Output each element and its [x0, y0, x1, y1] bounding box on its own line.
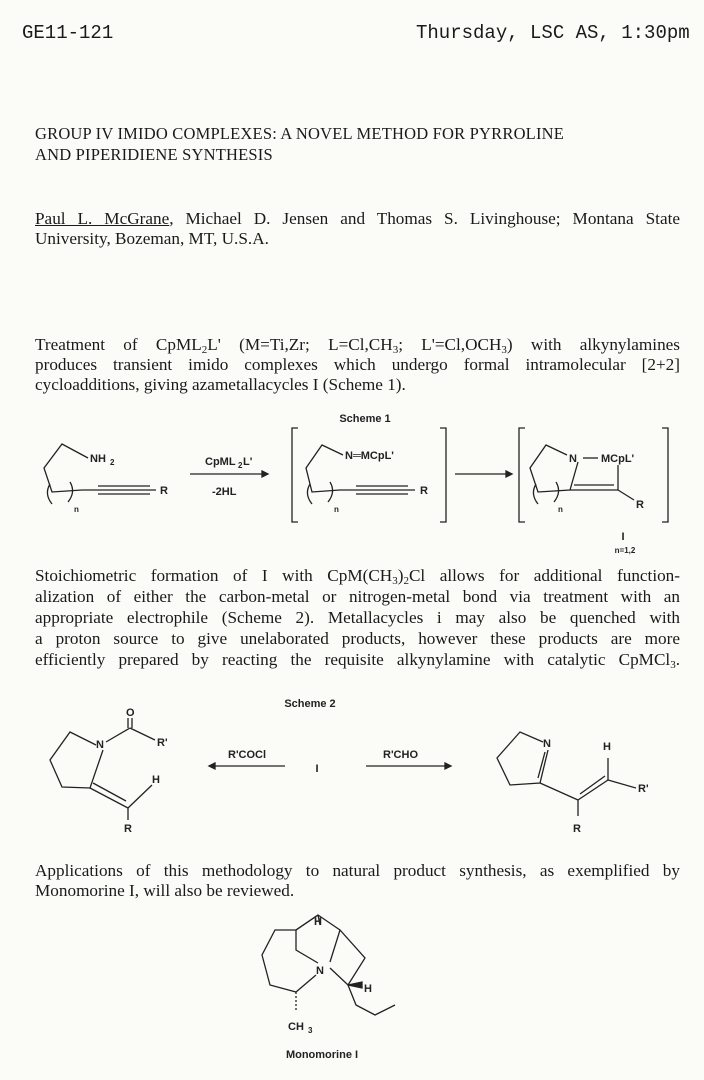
scheme-2: [50, 698, 649, 835]
para3-line-2: Monomorine I, will also be reviewed.: [35, 881, 295, 900]
svg-text:3: 3: [308, 1026, 313, 1035]
svg-text:n: n: [334, 505, 339, 514]
svg-text:n: n: [558, 505, 563, 514]
svg-text:N: N: [543, 738, 551, 750]
session-info: Thursday, LSC AS, 1:30pm: [416, 22, 690, 44]
svg-text:N: N: [569, 453, 577, 465]
para2-line-2: alization of either the carbon-metal or nitrogen-metal bond via treatment with an: [35, 587, 680, 606]
aldehyde-arrow: [366, 749, 451, 769]
svg-text:-2HL: -2HL: [212, 486, 237, 498]
svg-text:R'COCl: R'COCl: [228, 749, 267, 761]
para1-line-2: produces transient imido complexes which undergo formal intramolecular [2+2]: [35, 355, 680, 374]
metallacycle-label: I: [315, 763, 319, 775]
para1-line-1: Treatment of CpML$_2$L' (M=Ti,Zr; $L=Cl,CH_3$; $L'=Cl,OCH_3$) with alkynylamines: [35, 335, 680, 356]
svg-text:CpML: CpML: [205, 456, 236, 468]
para2-line-5: efficiently prepared by reacting the requisite alkynylamine with catalytic CpMCl$_3$.: [35, 650, 680, 671]
scheme-2-label: Scheme 2: [284, 698, 336, 710]
para2-line-1: Stoichiometric formation of I with $CpM(CH_3)_2Cl$ allows for additional function-: [35, 566, 681, 587]
abstract-code: GE11-121: [22, 22, 114, 44]
reaction-arrow-1: [190, 456, 268, 498]
svg-text:n: n: [74, 505, 79, 514]
svg-text:H: H: [364, 983, 372, 995]
svg-text:N═MCpL': N═MCpL': [345, 450, 394, 462]
presenting-author: Paul L. McGrane: [35, 209, 170, 228]
svg-text:R: R: [636, 499, 644, 511]
azametallacycle-product: [519, 428, 668, 555]
svg-text:H: H: [314, 916, 322, 928]
n-acyl-enamine-structure: [50, 707, 168, 835]
svg-text:2: 2: [110, 458, 115, 467]
para3-line-1: Applications of this methodology to natural product synthesis, as exemplified by: [35, 861, 680, 880]
monomorine-structure: [262, 915, 395, 1061]
imido-intermediate: [292, 428, 446, 522]
scheme-1-label: Scheme 1: [339, 413, 391, 425]
svg-text:R': R': [157, 737, 168, 749]
svg-text:2: 2: [238, 461, 243, 470]
svg-text:N: N: [96, 739, 104, 751]
reaction-arrow-2: [455, 471, 512, 477]
title-line-2: AND PIPERIDIENE SYNTHESIS: [35, 145, 273, 164]
svg-text:H: H: [152, 774, 160, 786]
svg-text:R: R: [420, 485, 428, 497]
alkynylamine-structure: [44, 444, 168, 514]
pyrroline-structure: [497, 732, 649, 835]
svg-text:R': R': [638, 783, 649, 795]
title-line-1: GROUP IV IMIDO COMPLEXES: A NOVEL METHOD FOR PYRROLINE: [35, 124, 565, 143]
product-label: I: [621, 531, 625, 543]
authors-line-2: University, Bozeman, MT, U.S.A.: [35, 229, 269, 248]
monomorine-label: Monomorine I: [285, 1049, 359, 1061]
scheme-1: [44, 413, 668, 555]
svg-text:R'CHO: R'CHO: [383, 749, 419, 761]
svg-text:H: H: [603, 741, 611, 753]
svg-text:R: R: [124, 823, 132, 835]
para2-line-3: appropriate electrophile (Scheme 2). Metallacycles i may also be quenched with: [35, 608, 680, 627]
svg-text:R: R: [160, 485, 168, 497]
svg-text:NH: NH: [90, 453, 106, 465]
co-authors: , Michael D. Jensen and Thomas S. Livinghouse; Montana State: [169, 209, 680, 228]
para2-line-4: a proton source to give unelaborated products, however these products are more: [35, 629, 680, 648]
acyl-chloride-arrow: [209, 749, 285, 769]
svg-text:L': L': [243, 456, 253, 468]
svg-text:CH: CH: [288, 1021, 304, 1033]
svg-text:O: O: [126, 707, 135, 719]
para1-line-3: cycloadditions, giving azametallacycles I (Scheme 1).: [35, 375, 406, 394]
svg-text:MCpL': MCpL': [601, 453, 635, 465]
svg-text:N: N: [316, 965, 324, 977]
svg-text:R: R: [573, 823, 581, 835]
n-values: n=1,2: [614, 546, 636, 555]
